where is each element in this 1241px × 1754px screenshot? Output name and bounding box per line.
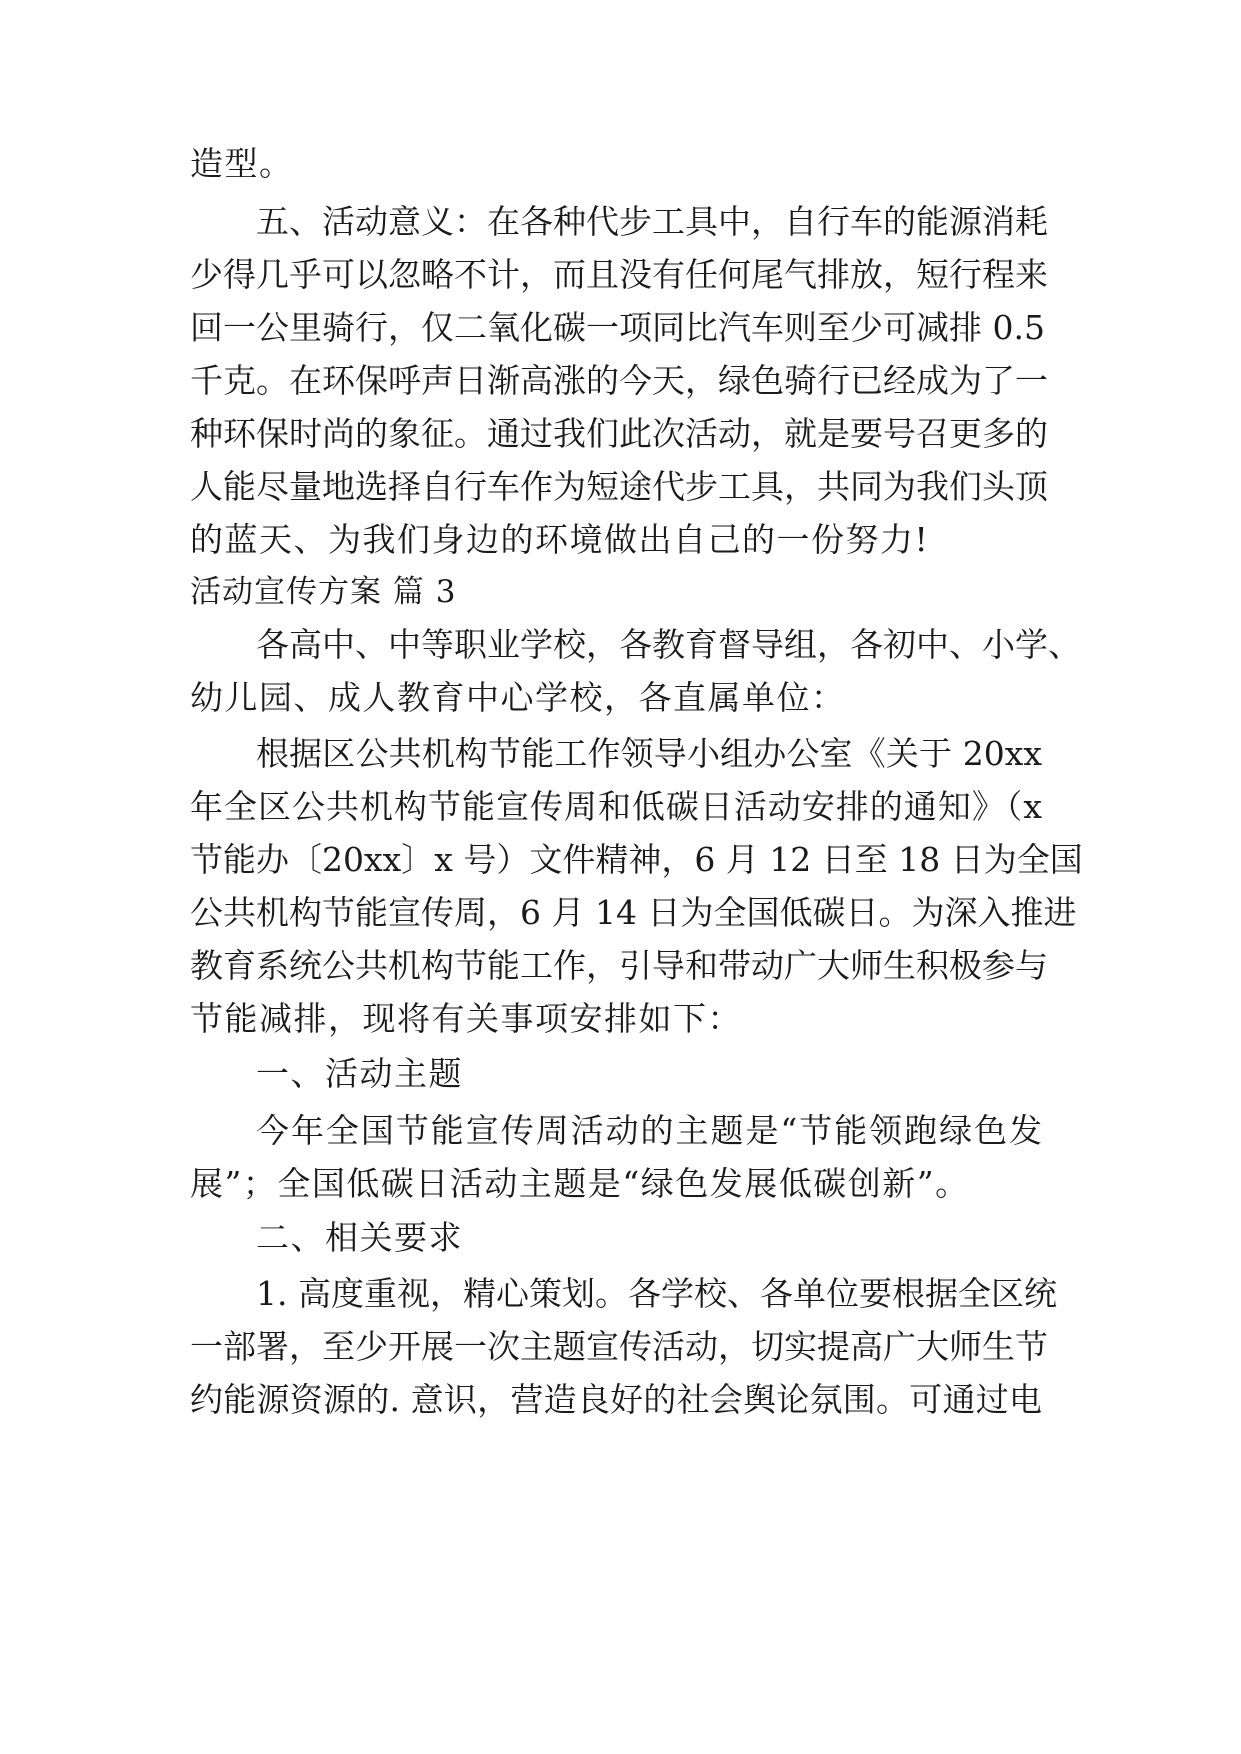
paragraph-line: 节能办〔20xx〕x 号）文件精神，6 月 12 日至 18 日为全国 xyxy=(190,840,1083,879)
paragraph-line: 人能尽量地选择自行车作为短途代步工具，共同为我们头顶 xyxy=(190,467,1048,506)
paragraph-line: 1. 高度重视，精心策划。各学校、各单位要根据全区统 xyxy=(256,1274,1057,1313)
paragraph-line: 种环保时尚的象征。通过我们此次活动，就是要号召更多的 xyxy=(190,414,1048,453)
section-heading: 活动宣传方案 篇 3 xyxy=(190,574,457,610)
paragraph-line: 回一公里骑行，仅二氧化碳一项同比汽车则至少可减排 0.5 xyxy=(190,308,1045,347)
paragraph-line: 年全区公共机构节能宣传周和低碳日活动安排的通知》（x xyxy=(190,787,1042,826)
paragraph-line: 幼儿园、成人教育中心学校，各直属单位： xyxy=(190,678,846,717)
paragraph-line: 千克。在环保呼声日渐高涨的今天，绿色骑行已经成为了一 xyxy=(190,361,1048,400)
paragraph-line: 教育系统公共机构节能工作，引导和带动广大师生积极参与 xyxy=(190,946,1048,985)
paragraph-line: 展”；全国低碳日活动主题是“绿色发展低碳创新”。 xyxy=(190,1164,970,1203)
paragraph-line: 根据区公共机构节能工作领导小组办公室《关于 20xx xyxy=(256,734,1042,773)
paragraph-line: 的蓝天、为我们身边的环境做出自己的一份努力! xyxy=(190,520,930,559)
paragraph-line: 约能源资源的. 意识，营造良好的社会舆论氛围。可通过电 xyxy=(190,1380,1042,1419)
paragraph-line: 五、活动意义：在各种代步工具中，自行车的能源消耗 xyxy=(256,202,1048,241)
paragraph-line: 今年全国节能宣传周活动的主题是“节能领跑绿色发 xyxy=(256,1111,1042,1150)
paragraph-line: 一部署，至少开展一次主题宣传活动，切实提高广大师生节 xyxy=(190,1327,1048,1366)
subheading-line: 二、相关要求 xyxy=(256,1218,463,1257)
paragraph-line: 公共机构节能宣传周，6 月 14 日为全国低碳日。为深入推进 xyxy=(190,893,1077,932)
paragraph-line: 节能减排，现将有关事项安排如下： xyxy=(190,999,742,1038)
subheading-line: 一、活动主题 xyxy=(256,1054,463,1093)
paragraph-line: 少得几乎可以忽略不计，而且没有任何尾气排放，短行程来 xyxy=(190,255,1048,294)
paragraph-line: 各高中、中等职业学校，各教育督导组，各初中、小学、 xyxy=(256,625,1081,664)
paragraph-line: 造型。 xyxy=(190,144,294,183)
